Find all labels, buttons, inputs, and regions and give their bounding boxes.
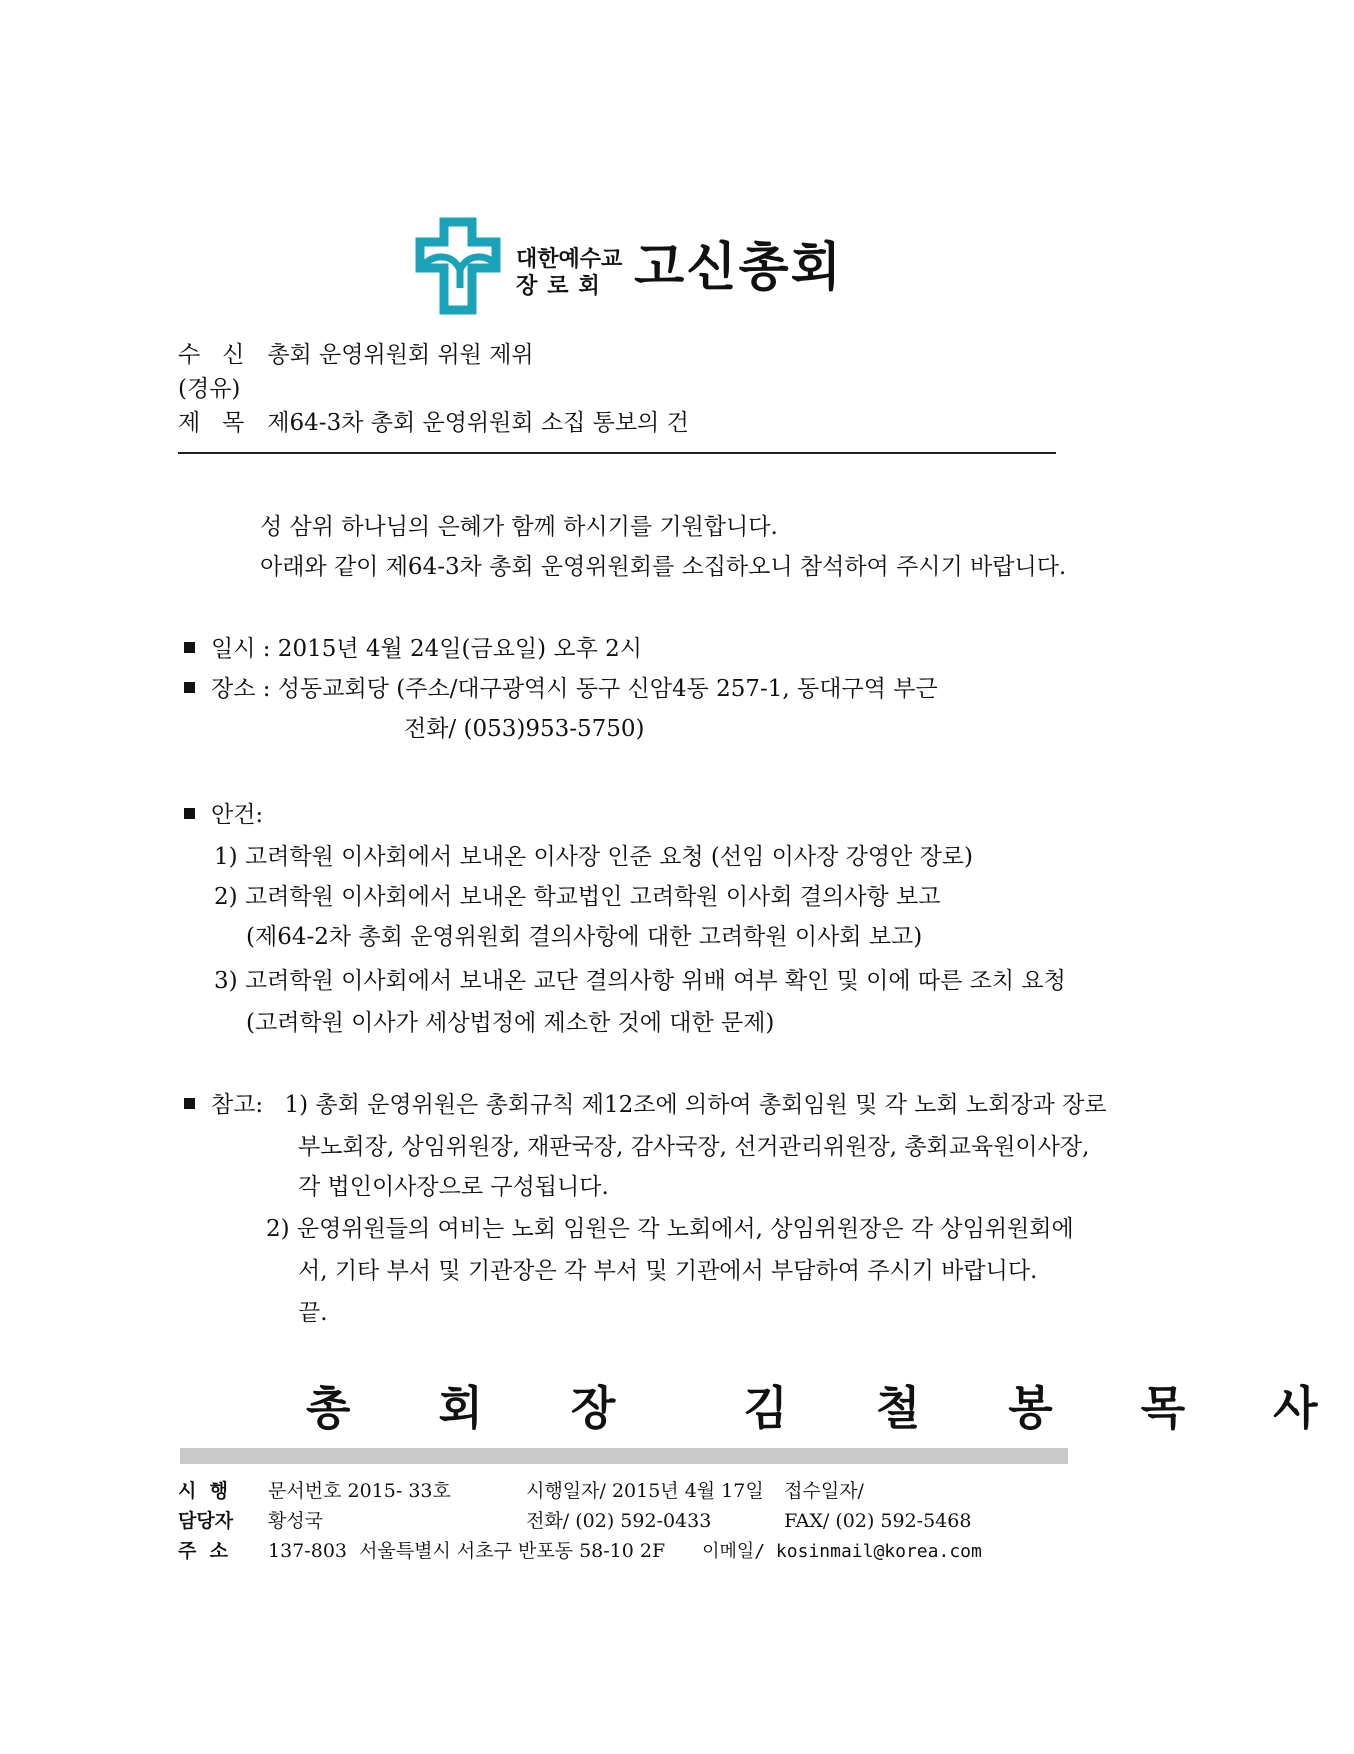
subject-row [178, 408, 689, 438]
signature [306, 1378, 1354, 1438]
footer-divider [180, 1448, 1068, 1464]
cross-church-emblem-icon [414, 218, 506, 314]
note-item: 2) 운영위원들의 여비는 노회 임원은 각 노회에서, 상임위원장은 각 상임위원회에 [266, 1216, 1074, 1242]
logo-org-small [516, 246, 622, 300]
signature-name: 김 철 봉 목 사 [743, 1381, 1354, 1435]
email: 이메일/ kosinmail@korea.com [702, 1541, 982, 1562]
bullet-icon [184, 808, 195, 819]
note-title: 참고: [211, 1092, 264, 1118]
date-text: 일시 : 2015년 4월 24일(금요일) 오후 2시 [211, 636, 643, 662]
note-item: 부노회장, 상임위원장, 재판국장, 감사국장, 선거관리위원장, 총회교육원이사장, [298, 1134, 1090, 1160]
date-item [184, 634, 642, 664]
receipt-date: 접수일자/ [784, 1480, 864, 1502]
note-item: 각 법인이사장으로 구성됩니다. [298, 1174, 609, 1200]
note-end: 끝. [298, 1300, 328, 1326]
address: 137-803 서울특별시 서초구 반포동 58-10 2F [268, 1540, 666, 1562]
recipient-value: 총회 운영위원회 위원 제위 [267, 342, 534, 368]
doc-number: 문서번호 2015- 33호 [268, 1480, 451, 1502]
logo-small-line1: 대한예수교 [516, 247, 623, 272]
footer-row-contact [178, 1508, 971, 1534]
place-text: 장소 : 성동교회당 (주소/대구광역시 동구 신암4동 257-1, 동대구역 부근 [211, 676, 938, 702]
logo-small-line2: 장로회 [516, 274, 610, 299]
footer-exec-label: 시 행 [178, 1480, 228, 1502]
signature-title: 총 회 장 [306, 1381, 652, 1435]
place-item [184, 674, 938, 704]
bullet-icon [184, 1098, 195, 1109]
subject-label: 제 목 [178, 410, 245, 436]
footer-row-exec [178, 1478, 864, 1504]
recipient-label: 수 신 [178, 342, 245, 368]
intro: 아래와 같이 제64-3차 총회 운영위원회를 소집하오니 참석하여 주시기 바랍니다. [260, 554, 1067, 580]
agenda-item: (고려학원 이사가 세상법정에 제소한 것에 대한 문제) [246, 1010, 775, 1036]
note-item: 1) 총회 운영위원은 총회규칙 제12조에 의하여 총회임원 및 각 노회 노회장과 장로 [284, 1092, 1107, 1118]
logo [414, 218, 854, 318]
recipient-row [178, 340, 534, 370]
bullet-icon [184, 642, 195, 653]
footer-contact-label: 담당자 [178, 1510, 234, 1532]
subject-value: 제64-3차 총회 운영위원회 소집 통보의 건 [267, 410, 689, 436]
agenda-item: 3) 고려학원 이사회에서 보내온 교단 결의사항 위배 여부 확인 및 이에 따른 조치 요청 [214, 968, 1066, 994]
agenda-item: 1) 고려학원 이사회에서 보내온 이사장 인준 요청 (선임 이사장 강영안 장로) [214, 844, 973, 870]
greeting: 성 삼위 하나님의 은혜가 함께 하시기를 기원합니다. [260, 514, 778, 540]
note-row [184, 1090, 1107, 1120]
footer-row-address [178, 1538, 982, 1565]
note-item: 서, 기타 부서 및 기관장은 각 부서 및 기관에서 부담하여 주시기 바랍니다. [298, 1258, 1038, 1284]
header-divider [178, 452, 1056, 454]
bullet-icon [184, 682, 195, 693]
exec-date: 시행일자/ 2015년 4월 17일 [526, 1480, 764, 1502]
agenda-title-text: 안건: [211, 802, 264, 828]
agenda-item: 2) 고려학원 이사회에서 보내온 학교법인 고려학원 이사회 결의사항 보고 [214, 884, 941, 910]
agenda-title [184, 800, 263, 830]
agenda-item: (제64-2차 총회 운영위원회 결의사항에 대한 고려학원 이사회 보고) [246, 924, 923, 950]
contact-fax: FAX/ (02) 592-5468 [784, 1510, 972, 1532]
place-phone: 전화/ (053)953-5750) [404, 716, 645, 742]
footer-address-label: 주 소 [178, 1540, 228, 1562]
logo-org-name: 고신총회 [634, 238, 843, 298]
contact-phone: 전화/ (02) 592-0433 [526, 1510, 712, 1532]
via-row: (경유) [178, 376, 241, 402]
contact-person: 황성국 [268, 1510, 324, 1532]
